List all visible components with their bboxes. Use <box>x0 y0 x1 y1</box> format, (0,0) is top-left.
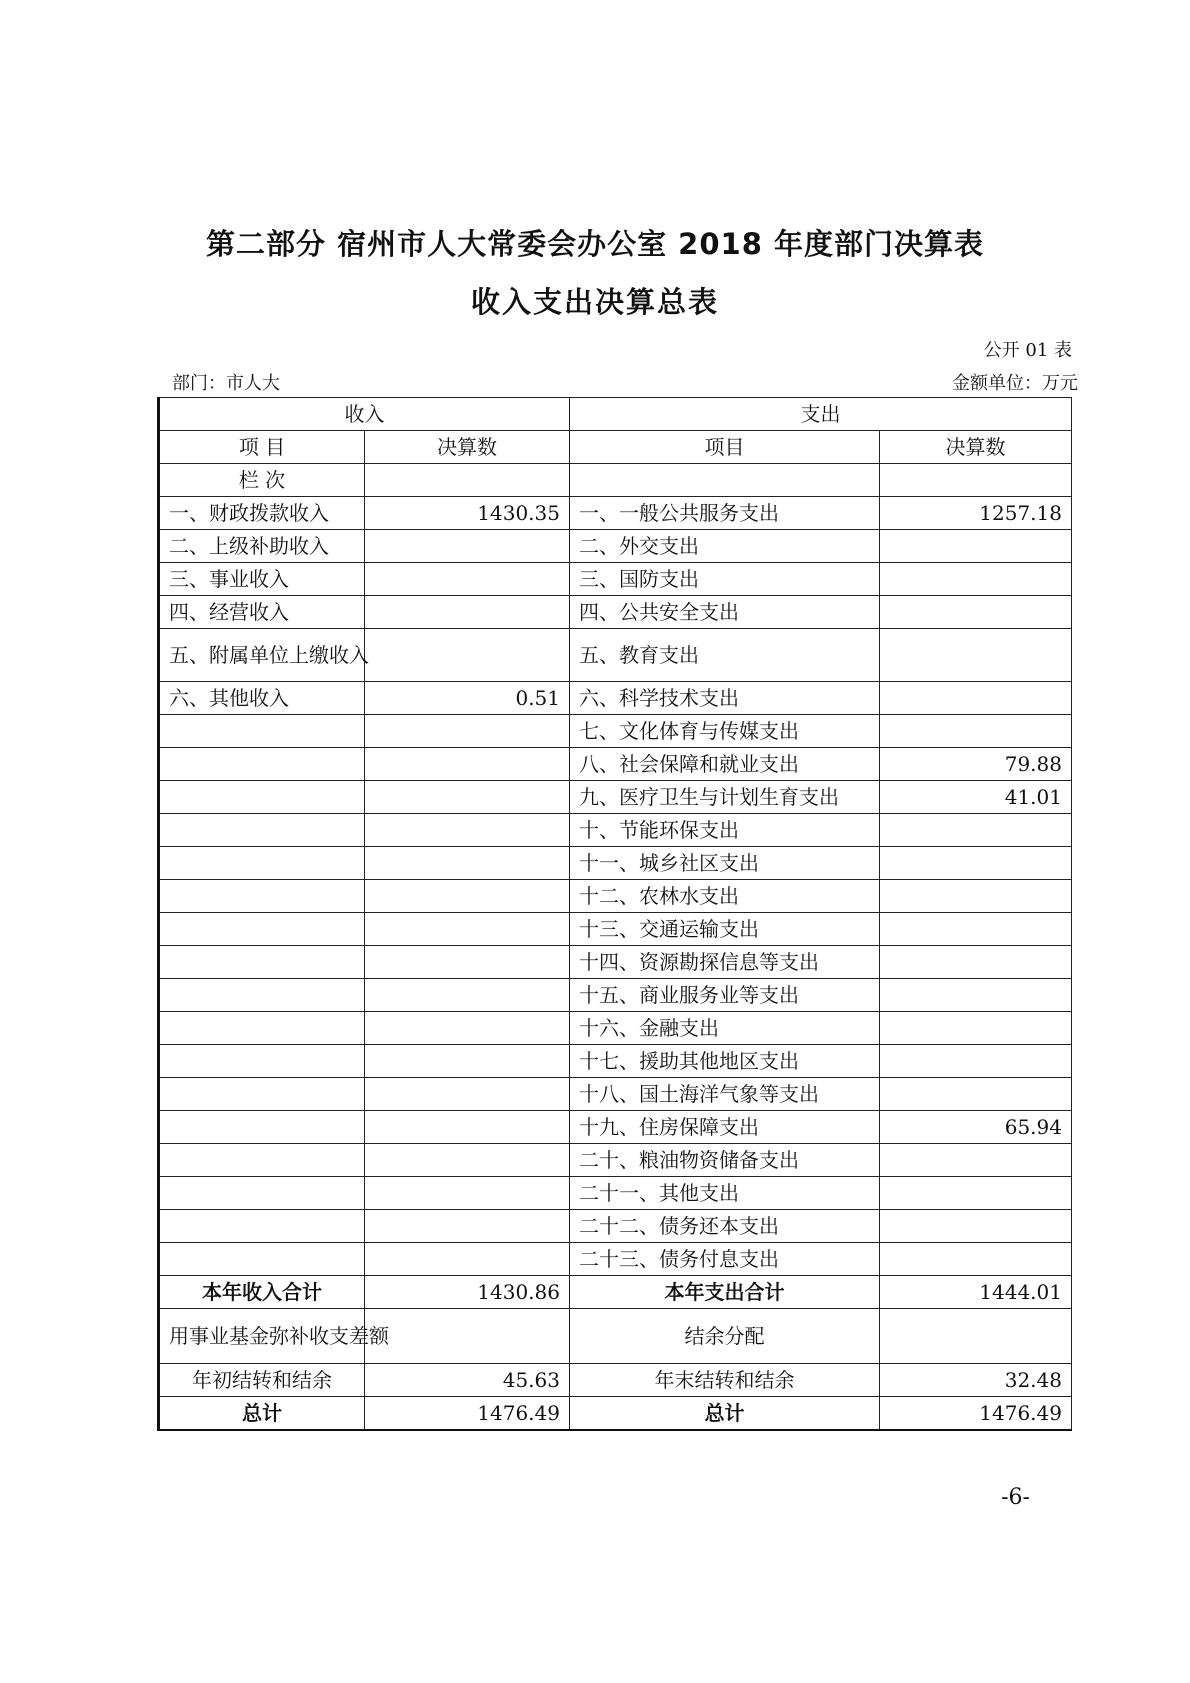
income-amount-cell <box>365 1210 570 1243</box>
income-header: 收入 <box>159 398 570 431</box>
summary-income-amount-cell: 1430.86 <box>365 1276 570 1309</box>
income-item-cell <box>159 946 365 979</box>
expense-amount-cell: 79.88 <box>880 748 1072 781</box>
expense-item-cell: 十九、住房保障支出 <box>570 1111 880 1144</box>
expense-amount-cell: 65.94 <box>880 1111 1072 1144</box>
table-row <box>159 596 1072 629</box>
expense-amount-cell <box>880 880 1072 913</box>
section-header-row <box>159 398 1072 431</box>
income-item-cell <box>159 979 365 1012</box>
expense-item-cell: 八、社会保障和就业支出 <box>570 748 880 781</box>
income-amount-cell <box>365 1045 570 1078</box>
table-row <box>159 629 1072 682</box>
income-item-cell <box>159 715 365 748</box>
income-item-cell <box>159 1144 365 1177</box>
income-amount-cell: 0.51 <box>365 682 570 715</box>
summary-expense-amount-cell <box>880 1309 1072 1364</box>
expense-item-cell: 九、医疗卫生与计划生育支出 <box>570 781 880 814</box>
expense-amount-cell <box>880 1078 1072 1111</box>
income-amount-cell <box>365 814 570 847</box>
income-item-cell <box>159 913 365 946</box>
expense-amount-header: 决算数 <box>880 431 1072 464</box>
expense-item-cell: 十、节能环保支出 <box>570 814 880 847</box>
summary-income-item-cell: 年初结转和结余 <box>159 1364 365 1397</box>
table-row <box>159 1078 1072 1111</box>
income-item-cell <box>159 1045 365 1078</box>
column-index-cell <box>880 464 1072 497</box>
income-amount-cell <box>365 979 570 1012</box>
expense-amount-cell <box>880 847 1072 880</box>
expense-item-cell: 二十二、债务还本支出 <box>570 1210 880 1243</box>
expense-item-cell: 十三、交通运输支出 <box>570 913 880 946</box>
amount-unit-label: 金额单位：万元 <box>952 373 1078 394</box>
column-index-label: 栏 次 <box>159 464 365 497</box>
expense-amount-cell <box>880 1144 1072 1177</box>
table-head <box>159 398 1072 497</box>
table-row <box>159 748 1072 781</box>
income-amount-cell <box>365 1078 570 1111</box>
expense-item-cell: 七、文化体育与传媒支出 <box>570 715 880 748</box>
income-amount-cell <box>365 596 570 629</box>
expense-amount-cell <box>880 814 1072 847</box>
expense-item-cell: 二十一、其他支出 <box>570 1177 880 1210</box>
table-row <box>159 563 1072 596</box>
income-amount-cell <box>365 880 570 913</box>
income-item-header: 项 目 <box>159 431 365 464</box>
income-item-cell <box>159 1111 365 1144</box>
summary-income-amount-cell <box>365 1309 570 1364</box>
expense-amount-cell <box>880 1243 1072 1276</box>
expense-item-cell: 六、科学技术支出 <box>570 682 880 715</box>
table-row <box>159 946 1072 979</box>
expense-item-cell: 二十、粮油物资储备支出 <box>570 1144 880 1177</box>
income-amount-cell <box>365 1177 570 1210</box>
summary-row <box>159 1276 1072 1309</box>
document-title: 第二部分 宿州市人大常委会办公室 2018 年度部门决算表 <box>205 227 984 261</box>
summary-row <box>159 1364 1072 1397</box>
table-row <box>159 1012 1072 1045</box>
income-item-cell: 五、附属单位上缴收入 <box>159 629 365 682</box>
income-item-cell <box>159 814 365 847</box>
expense-amount-cell <box>880 629 1072 682</box>
summary-income-item-cell: 总计 <box>159 1397 365 1431</box>
form-number: 公开 01 表 <box>983 340 1072 361</box>
expense-amount-cell <box>880 682 1072 715</box>
expense-item-cell: 十二、农林水支出 <box>570 880 880 913</box>
expense-item-cell: 十一、城乡社区支出 <box>570 847 880 880</box>
expense-amount-cell <box>880 1177 1072 1210</box>
income-amount-cell <box>365 1111 570 1144</box>
income-amount-cell <box>365 847 570 880</box>
expense-amount-cell <box>880 1012 1072 1045</box>
table-row <box>159 814 1072 847</box>
table-row <box>159 715 1072 748</box>
income-amount-cell <box>365 1012 570 1045</box>
expense-amount-cell <box>880 913 1072 946</box>
summary-income-amount-cell: 45.63 <box>365 1364 570 1397</box>
table-row <box>159 1177 1072 1210</box>
income-item-cell <box>159 1177 365 1210</box>
summary-expense-amount-cell: 1444.01 <box>880 1276 1072 1309</box>
table-row <box>159 1210 1072 1243</box>
table-row <box>159 682 1072 715</box>
summary-expense-item-cell: 年末结转和结余 <box>570 1364 880 1397</box>
table-row <box>159 913 1072 946</box>
summary-expense-item-cell: 本年支出合计 <box>570 1276 880 1309</box>
income-item-cell <box>159 781 365 814</box>
income-item-cell: 一、财政拨款收入 <box>159 497 365 530</box>
income-amount-cell <box>365 748 570 781</box>
expense-item-cell: 十六、金融支出 <box>570 1012 880 1045</box>
summary-expense-item-cell: 结余分配 <box>570 1309 880 1364</box>
department-label: 部门：市人大 <box>172 373 280 394</box>
summary-expense-amount-cell: 32.48 <box>880 1364 1072 1397</box>
expense-amount-cell <box>880 979 1072 1012</box>
income-amount-header: 决算数 <box>365 431 570 464</box>
income-amount-cell <box>365 563 570 596</box>
table-row <box>159 979 1072 1012</box>
income-amount-cell <box>365 715 570 748</box>
income-amount-cell <box>365 1144 570 1177</box>
income-amount-cell <box>365 530 570 563</box>
expense-item-cell: 二十三、债务付息支出 <box>570 1243 880 1276</box>
expense-item-cell: 一、一般公共服务支出 <box>570 497 880 530</box>
column-index-cell <box>365 464 570 497</box>
expense-amount-cell <box>880 715 1072 748</box>
expense-item-cell: 十四、资源勘探信息等支出 <box>570 946 880 979</box>
table-row <box>159 1111 1072 1144</box>
expense-amount-cell <box>880 563 1072 596</box>
table-row <box>159 497 1072 530</box>
expense-item-cell: 五、教育支出 <box>570 629 880 682</box>
column-index-row <box>159 464 1072 497</box>
income-item-cell: 二、上级补助收入 <box>159 530 365 563</box>
income-item-cell: 四、经营收入 <box>159 596 365 629</box>
table-summary <box>159 1276 1072 1431</box>
expense-item-cell: 十八、国土海洋气象等支出 <box>570 1078 880 1111</box>
income-item-cell <box>159 1210 365 1243</box>
summary-income-amount-cell: 1476.49 <box>365 1397 570 1431</box>
summary-income-item-cell: 本年收入合计 <box>159 1276 365 1309</box>
income-amount-cell: 1430.35 <box>365 497 570 530</box>
income-item-cell <box>159 1243 365 1276</box>
expense-amount-cell: 1257.18 <box>880 497 1072 530</box>
column-index-cell <box>570 464 880 497</box>
income-amount-cell <box>365 629 570 682</box>
expense-item-header: 项目 <box>570 431 880 464</box>
summary-expense-amount-cell: 1476.49 <box>880 1397 1072 1431</box>
table-row <box>159 880 1072 913</box>
income-item-cell <box>159 1078 365 1111</box>
income-item-cell: 三、事业收入 <box>159 563 365 596</box>
income-item-cell <box>159 748 365 781</box>
income-amount-cell <box>365 1243 570 1276</box>
expense-amount-cell <box>880 596 1072 629</box>
income-expense-table <box>157 397 1072 1431</box>
expense-amount-cell: 41.01 <box>880 781 1072 814</box>
expense-header: 支出 <box>570 398 1072 431</box>
expense-amount-cell <box>880 1210 1072 1243</box>
summary-income-item-cell: 用事业基金弥补收支差额 <box>159 1309 365 1364</box>
summary-row <box>159 1309 1072 1364</box>
summary-row <box>159 1397 1072 1431</box>
table-row <box>159 847 1072 880</box>
expense-amount-cell <box>880 946 1072 979</box>
column-header-row <box>159 431 1072 464</box>
table-row <box>159 1144 1072 1177</box>
expense-item-cell: 三、国防支出 <box>570 563 880 596</box>
expense-amount-cell <box>880 1045 1072 1078</box>
income-amount-cell <box>365 781 570 814</box>
expense-item-cell: 十七、援助其他地区支出 <box>570 1045 880 1078</box>
income-amount-cell <box>365 946 570 979</box>
expense-item-cell: 四、公共安全支出 <box>570 596 880 629</box>
income-item-cell <box>159 880 365 913</box>
income-item-cell <box>159 1012 365 1045</box>
table-row <box>159 1045 1072 1078</box>
page-number: -6- <box>1001 1485 1030 1510</box>
income-item-cell <box>159 847 365 880</box>
summary-expense-item-cell: 总计 <box>570 1397 880 1431</box>
table-row <box>159 530 1072 563</box>
table-row <box>159 781 1072 814</box>
expense-item-cell: 二、外交支出 <box>570 530 880 563</box>
expense-item-cell: 十五、商业服务业等支出 <box>570 979 880 1012</box>
income-item-cell: 六、其他收入 <box>159 682 365 715</box>
table-row <box>159 1243 1072 1276</box>
table-title: 收入支出决算总表 <box>470 285 719 319</box>
table-body <box>159 497 1072 1276</box>
income-amount-cell <box>365 913 570 946</box>
expense-amount-cell <box>880 530 1072 563</box>
